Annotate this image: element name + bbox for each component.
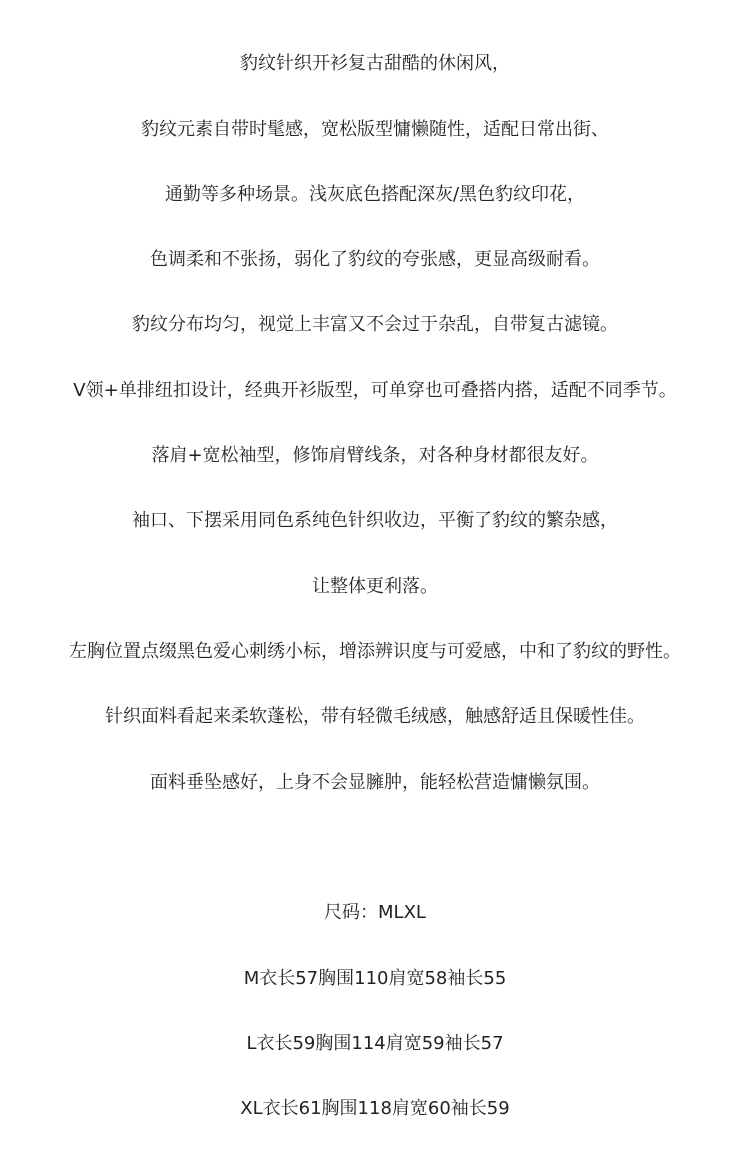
description-line-5: 豹纹分布均匀，视觉上丰富又不会过于杂乱，自带复古滤镜。 <box>132 314 618 335</box>
description-line-2: 豹纹元素自带时髦感，宽松版型慵懒随性，适配日常出街、 <box>141 119 609 140</box>
description-line-3: 通勤等多种场景。浅灰底色搭配深灰/黑色豹纹印花， <box>164 184 586 205</box>
size-title: 尺码：MLXL <box>324 902 426 923</box>
description-line-10: 左胸位置点缀黑色爱心刺绣小标，增添辨识度与可爱感，中和了豹纹的野性。 <box>69 641 681 662</box>
size-row-m: M衣长57胸围110肩宽58袖长55 <box>243 968 507 989</box>
size-row-xl: XL衣长61胸围118肩宽60袖长59 <box>240 1098 510 1119</box>
description-line-8: 袖口、下摆采用同色系纯色针织收边，平衡了豹纹的繁杂感， <box>132 510 618 531</box>
description-line-9: 让整体更利落。 <box>312 576 438 597</box>
description-line-1: 豹纹针织开衫复古甜酷的休闲风， <box>240 53 510 74</box>
description-line-6: V领+单排纽扣设计，经典开衫版型，可单穿也可叠搭内搭，适配不同季节。 <box>73 380 677 401</box>
description-line-12: 面料垂坠感好，上身不会显臃肿，能轻松营造慵懒氛围。 <box>150 772 600 793</box>
description-line-11: 针织面料看起来柔软蓬松，带有轻微毛绒感，触感舒适且保暖性佳。 <box>105 706 645 727</box>
size-row-l: L衣长59胸围114肩宽59袖长57 <box>246 1033 504 1054</box>
description-line-7: 落肩+宽松袖型，修饰肩臂线条，对各种身材都很友好。 <box>151 445 599 466</box>
description-line-4: 色调柔和不张扬，弱化了豹纹的夸张感，更显高级耐看。 <box>150 249 600 270</box>
